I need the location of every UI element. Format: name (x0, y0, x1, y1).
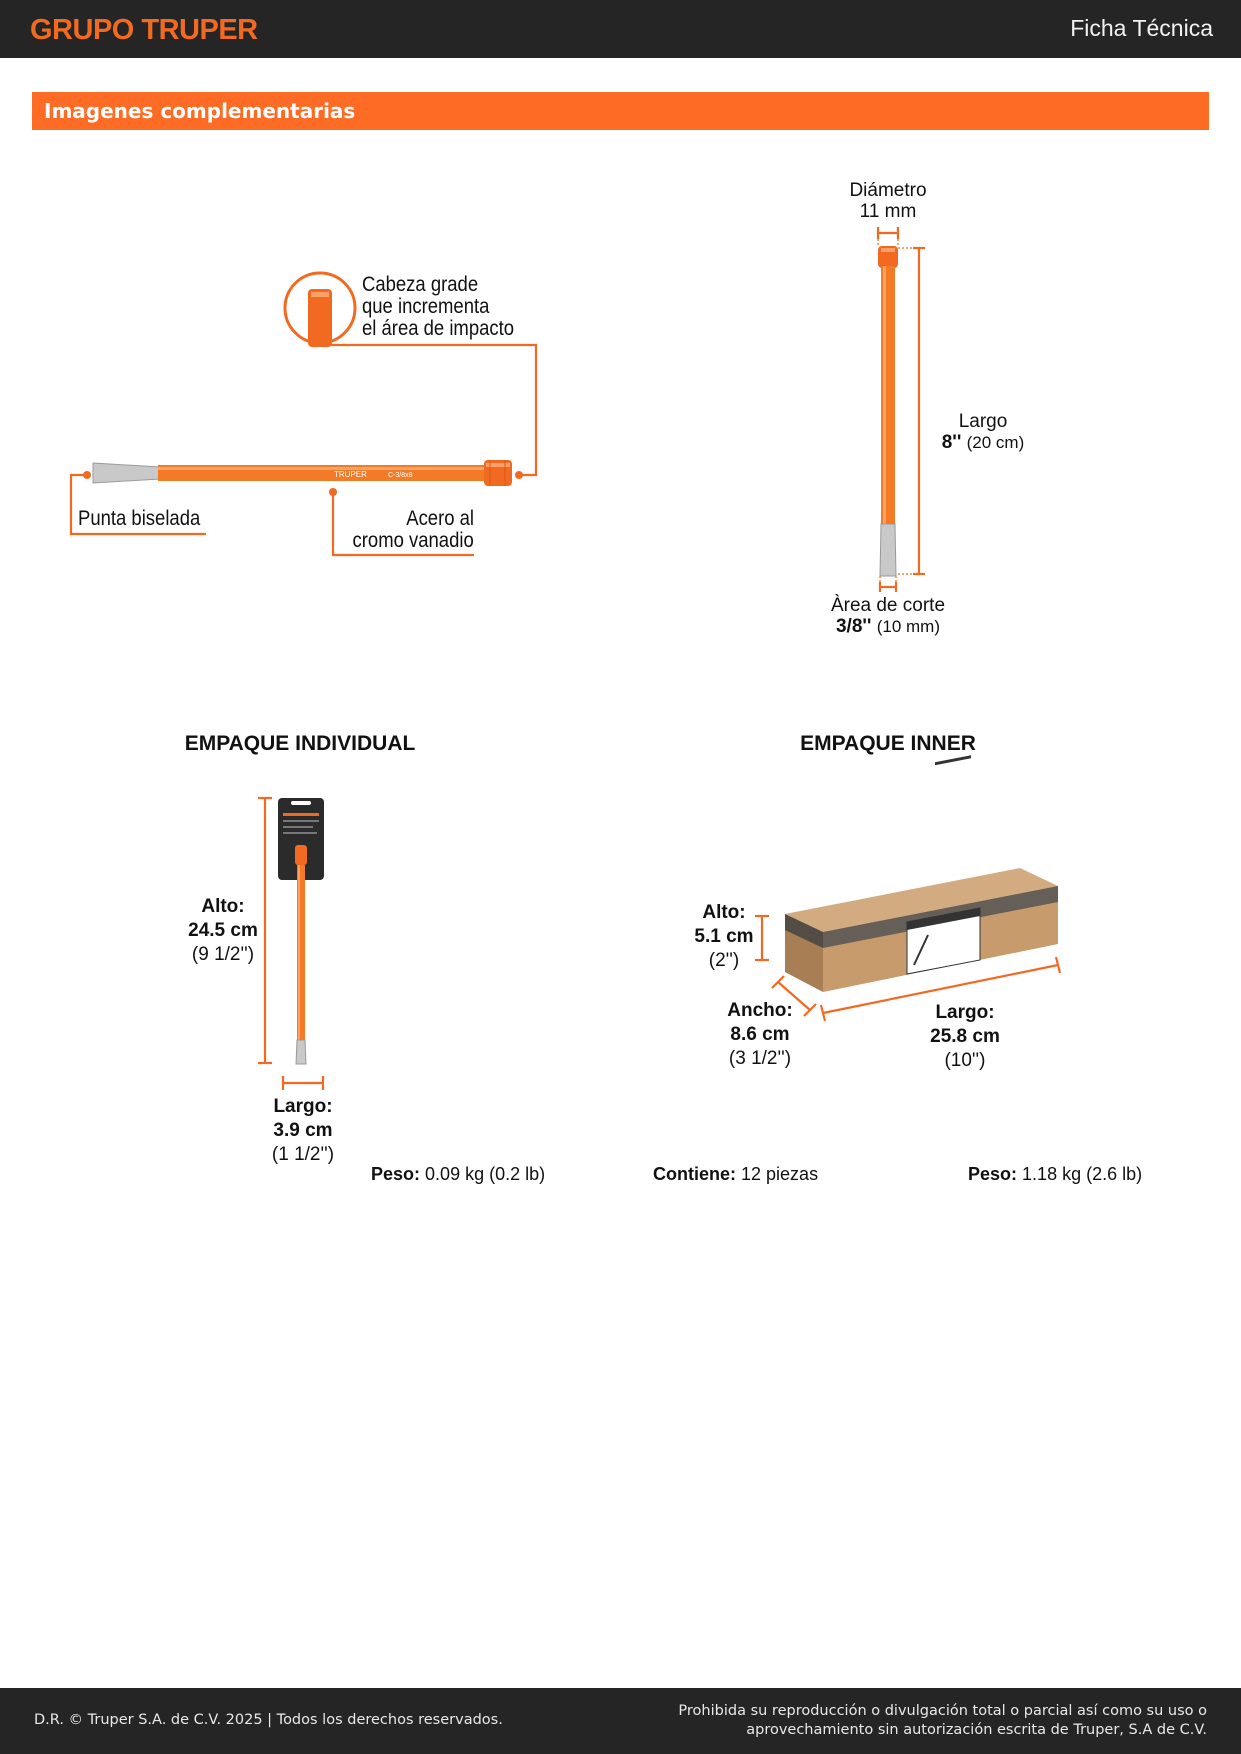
chisel-model-mark: C-3/8x8 (388, 472, 413, 479)
individual-weight-value: 0.09 kg (0.2 lb) (425, 1164, 546, 1184)
inner-height-imperial: (2'') (708, 950, 740, 971)
diameter-label: Diámetro (849, 180, 927, 201)
inner-height-value: 5.1 cm (694, 926, 754, 947)
length-metric: (20 cm) (966, 433, 1025, 452)
cut-area-value-row (808, 616, 968, 638)
individual-height-imperial: (9 1/2'') (191, 944, 255, 965)
document-type-title: Ficha Técnica (1070, 15, 1213, 41)
cut-area-dimension (880, 576, 896, 592)
head-callout-line1: Cabeza grade (362, 273, 479, 296)
inner-package-title: EMPAQUE INNER (800, 732, 976, 755)
material-callout-line2 (310, 530, 474, 552)
chisel-brand-mark: TRUPER (334, 470, 367, 479)
inner-contents-value: 12 piezas (741, 1164, 819, 1184)
truper-logo: GRUPO TRUPER (30, 14, 258, 46)
inner-contents-label: Contiene: (653, 1164, 736, 1184)
inner-height-label: Alto: (702, 902, 746, 923)
inner-weight (968, 1163, 1142, 1185)
inner-contents (653, 1163, 818, 1185)
blister-card-image (278, 798, 324, 1064)
individual-length-imperial: (1 1/2'') (271, 1144, 335, 1165)
individual-height-label: Alto: (201, 896, 245, 917)
material-callout-text2: cromo vanadio (352, 529, 474, 552)
inner-width-value: 8.6 cm (730, 1024, 790, 1045)
length-value: 8'' (941, 432, 962, 453)
individual-length-label: Largo: (273, 1096, 333, 1117)
head-callout-line2: que incrementa (362, 295, 490, 318)
inner-length-value: 25.8 cm (930, 1026, 1000, 1047)
individual-height-value: 24.5 cm (188, 920, 258, 941)
inner-width-imperial: (3 1/2'') (728, 1048, 792, 1069)
individual-length-dimension (283, 1076, 323, 1090)
length-value-row (918, 432, 1048, 454)
diameter-dimension (878, 227, 898, 246)
cut-area-label: Àrea de corte (830, 595, 946, 616)
material-callout-line1 (310, 508, 474, 530)
footer-notice-line2: aprovechamiento sin autorización escrita de Truper, S.A de C.V. (746, 1722, 1207, 1738)
individual-weight (371, 1163, 545, 1185)
chisel-horizontal-image (93, 460, 512, 486)
inner-box-image (785, 755, 1058, 992)
inner-weight-label: Peso: (968, 1164, 1018, 1184)
head-callout-line3: el área de impacto (362, 317, 515, 340)
diameter-value: 11 mm (859, 201, 917, 222)
footer-notice (678, 1702, 1207, 1740)
chisel-vertical-image (878, 246, 898, 576)
tip-callout: Punta biselada (78, 507, 201, 530)
inner-weight-value: 1.18 kg (2.6 lb) (1022, 1164, 1143, 1184)
cut-area-value: 3/8'' (835, 616, 872, 637)
length-label: Largo (958, 411, 1008, 432)
individual-weight-label: Peso: (371, 1164, 421, 1184)
footer-notice-line1: Prohibida su reproducción o divulgación total o parcial así como su uso o (678, 1703, 1207, 1719)
footer-copyright: D.R. © Truper S.A. de C.V. 2025 | Todos los derechos reservados. (34, 1712, 503, 1728)
individual-package-title: EMPAQUE INDIVIDUAL (184, 732, 416, 755)
section-title: Imagenes complementarias (44, 99, 356, 123)
material-callout-text1: Acero al (406, 507, 474, 530)
inner-length-imperial: (10'') (944, 1050, 986, 1071)
individual-length-value: 3.9 cm (273, 1120, 333, 1141)
inner-length-label: Largo: (935, 1002, 995, 1023)
cut-area-metric: (10 mm) (876, 617, 940, 636)
inner-width-label: Ancho: (727, 1000, 793, 1021)
